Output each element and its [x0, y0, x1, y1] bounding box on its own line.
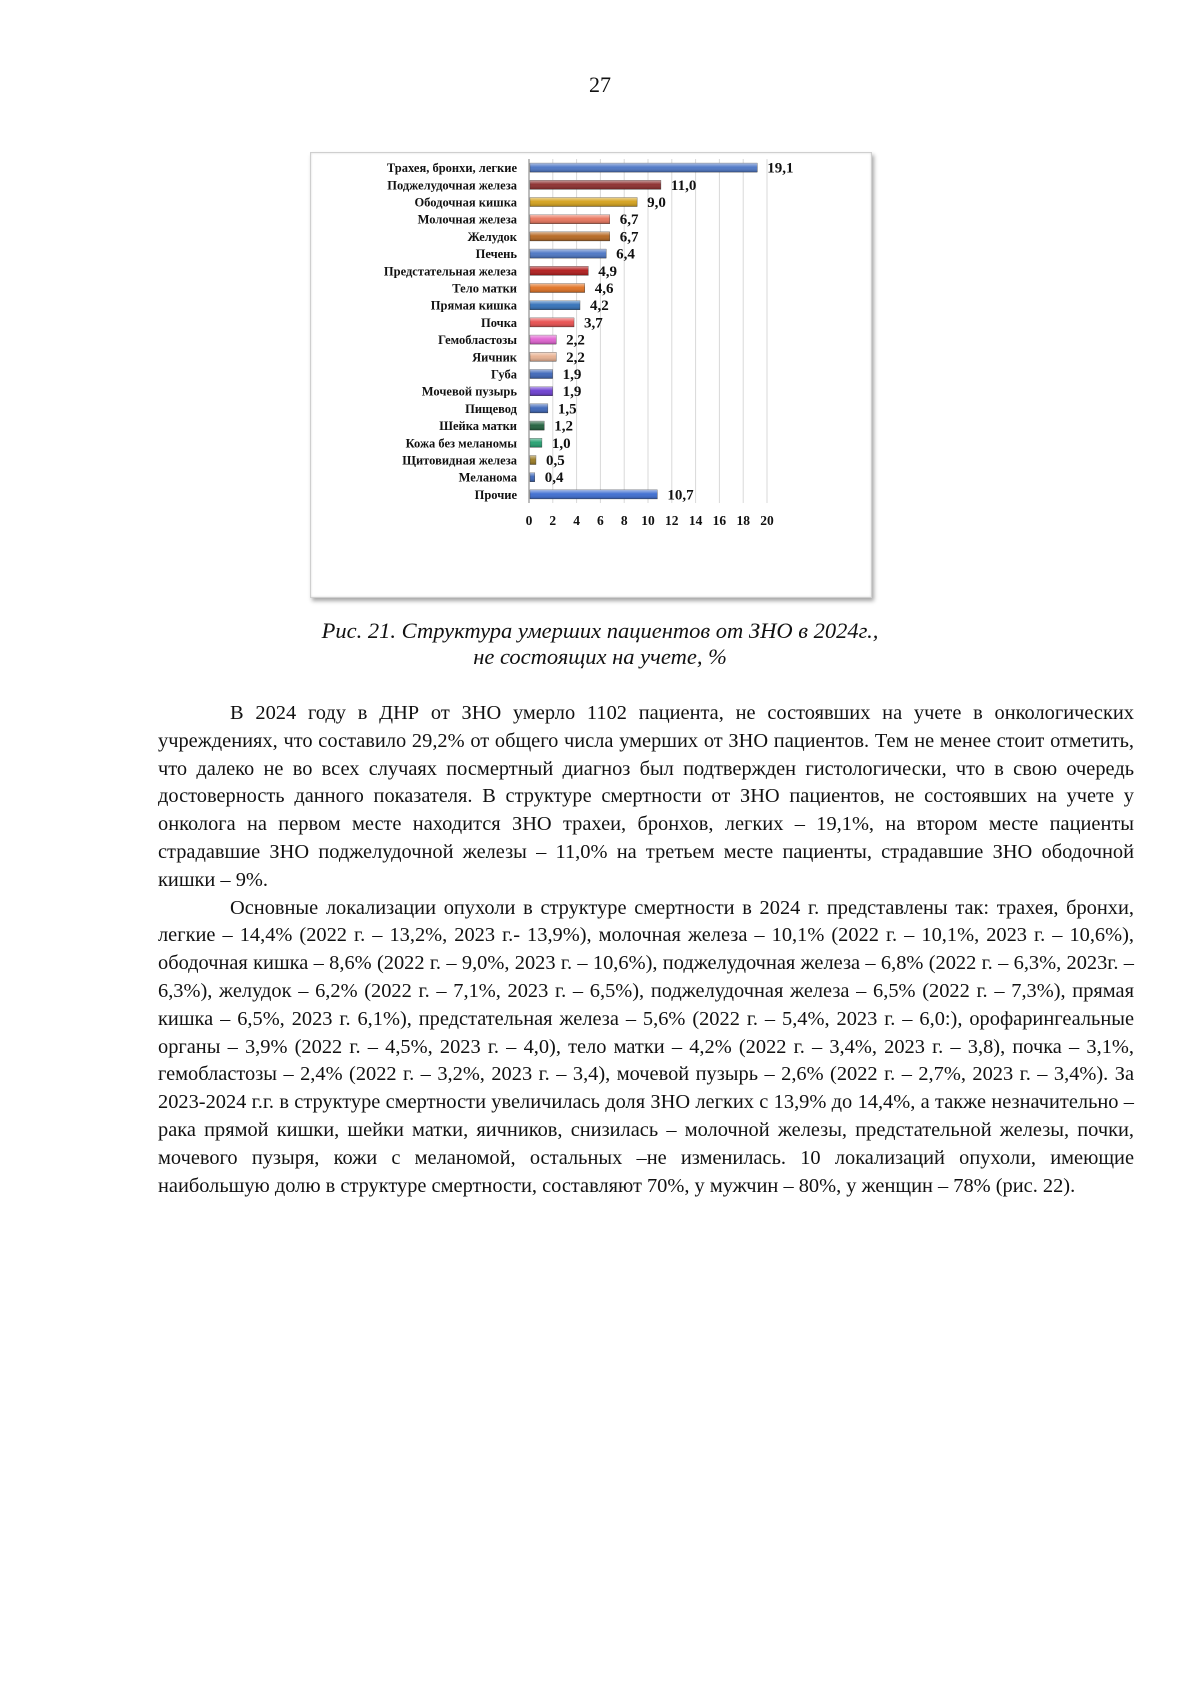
data-label: 1,0: [551, 435, 571, 452]
category-label: Тело матки: [452, 281, 517, 296]
data-label: 10,7: [667, 487, 694, 504]
bar-shine: [530, 335, 556, 344]
bar-shine: [530, 266, 588, 275]
bar-shine: [530, 473, 535, 482]
data-label: 6,7: [619, 212, 639, 229]
data-label: 2,2: [566, 332, 585, 349]
data-label: 6,7: [619, 229, 639, 246]
bar-shine: [530, 180, 661, 189]
category-label: Щитовидная железа: [402, 453, 517, 468]
category-label: Почка: [481, 315, 517, 330]
category-label: Прочие: [474, 487, 517, 502]
data-label: 0,4: [544, 470, 564, 487]
category-label: Печень: [475, 247, 517, 262]
bar-shine: [530, 490, 657, 499]
bar-shine: [530, 215, 610, 224]
bar-shine: [530, 249, 606, 258]
x-tick-label: 2: [549, 513, 557, 528]
chart-frame: [310, 152, 872, 598]
bar-shine: [530, 438, 542, 447]
category-label: Предстательная железа: [383, 264, 517, 279]
category-label: Гемобластозы: [438, 333, 517, 348]
x-tick-label: 10: [641, 513, 655, 528]
bar-shine: [530, 352, 556, 361]
figure-caption: [0, 618, 1200, 670]
category-label: Яичник: [472, 350, 517, 365]
x-tick-label: 16: [712, 513, 727, 528]
category-label: Прямая кишка: [430, 298, 517, 313]
data-label: 4,2: [589, 298, 609, 315]
body-text: [158, 700, 1134, 1200]
bar-shine: [530, 456, 536, 465]
bar-shine: [530, 404, 548, 413]
data-label: 6,4: [616, 246, 635, 263]
bar-shine: [530, 284, 585, 293]
category-label: Меланома: [458, 470, 517, 485]
bar-chart: [311, 153, 871, 597]
data-label: 11,0: [670, 177, 697, 194]
x-tick-label: 14: [688, 513, 703, 528]
data-label: 1,9: [562, 384, 582, 401]
bar-shine: [530, 198, 637, 207]
bar-shine: [530, 232, 610, 241]
data-label: 3,7: [584, 315, 603, 332]
caption-line-1: Рис. 21. Структура умерших пациентов от ЗНО в 2024г.,: [321, 618, 879, 643]
x-tick-label: 18: [736, 513, 750, 528]
category-label: Трахея, бронхи, легкие: [386, 161, 517, 176]
caption-line-2: не состоящих на учете, %: [473, 644, 727, 669]
x-tick-label: 20: [760, 513, 774, 528]
paragraph-2: Основные локализации опухоли в структуре смертности в 2024 г. представлены так: трахея, бронхи, легкие – 14,4% (2022 г. – 13,2%, 2023 г.- 13,9%), молочная железа – 10,1% (2022 г. – 10,1%, 2023 г. – 10,6%), ободочная кишка – 8,6% (2022 г. – 9,0%, 2023 г. – 10,6%), поджелудочная железа – 6,8% (2022 г. – 6,3%, 2023г. – 6,3%), желудок – 6,2% (2022 г. – 7,1%, 2023 г. – 6,5%), поджелудочная железа – 6,5% (2022 г. – 7,3%), прямая кишка – 6,5%, 2023 г. 6,1%), предстательная железа – 5,6% (2022 г. – 5,4%, 2023 г. – 6,0:), орофарингеальные органы – 3,9% (2022 г. – 4,5%, 2023 г. – 4,0), тело матки – 4,2% (2022 г. – 3,4%, 2023 г. – 3,8), почка – 3,1%, гемобластозы – 2,4% (2022 г. – 3,2%, 2023 г. – 3,4), мочевой пузырь – 2,6% (2022 г. – 2,7%, 2023 г. – 3,4%). За 2023-2024 г.г. в структуре смертности увеличилась доля ЗНО легких с 13,9% до 14,4%, а также незначительно – рака прямой кишки, шейки матки, яичников, снизилась – молочной железы, предстательной железы, почки, мочевого пузыря, кожи с меланомой, остальных –не изменилась. 10 локализаций опухоли, имеющие наибольшую долю в структуре смертности, составляют 70%, у мужчин – 80%, у женщин – 78% (рис. 22).: [158, 896, 1134, 1197]
data-label: 19,1: [767, 160, 794, 177]
x-tick-label: 4: [573, 513, 580, 528]
category-label: Кожа без меланомы: [405, 436, 517, 451]
data-label: 4,9: [598, 263, 618, 280]
data-label: 1,5: [557, 401, 577, 418]
bar-shine: [530, 163, 757, 172]
bar-shine: [530, 370, 553, 379]
category-label: Ободочная кишка: [414, 195, 517, 210]
x-tick-label: 8: [620, 513, 628, 528]
bar-shine: [530, 421, 544, 430]
category-label: Шейка матки: [439, 419, 517, 434]
category-label: Поджелудочная железа: [387, 178, 517, 193]
category-label: Губа: [490, 367, 517, 382]
category-label: Молочная железа: [417, 212, 517, 227]
data-label: 9,0: [647, 195, 666, 211]
data-label: 1,2: [554, 418, 574, 435]
x-tick-label: 6: [597, 513, 604, 528]
data-label: 2,2: [566, 349, 585, 366]
bar-shine: [530, 387, 553, 396]
data-label: 4,6: [594, 281, 614, 297]
x-tick-label: 0: [525, 513, 533, 528]
category-label: Мочевой пузырь: [421, 384, 517, 399]
category-label: Желудок: [467, 229, 517, 244]
paragraph-1: В 2024 году в ДНР от ЗНО умерло 1102 пациента, не состоявших на учете в онкологических учреждениях, что составило 29,2% от общего числа умерших от ЗНО пациентов. Тем не менее стоит отметить, что далеко не во всех случаях посмертный диагноз был подтвержден гистологически, что в свою очередь достоверность данного показателя. В структуре смертности от ЗНО пациентов, не состоявших на учете у онколога на первом месте находится ЗНО трахеи, бронхов, легких – 19,1%, на втором месте пациенты страдавшие ЗНО поджелудочной железы – 11,0% на третьем месте пациенты, страдавшие ЗНО ободочной кишки – 9%.: [158, 702, 1134, 891]
data-label: 0,5: [545, 453, 565, 469]
bar-shine: [530, 318, 574, 327]
x-tick-label: 12: [665, 513, 679, 528]
category-label: Пищевод: [465, 401, 517, 416]
data-label: 1,9: [562, 367, 582, 383]
page-number: 27: [589, 72, 611, 97]
bar-shine: [530, 301, 580, 310]
